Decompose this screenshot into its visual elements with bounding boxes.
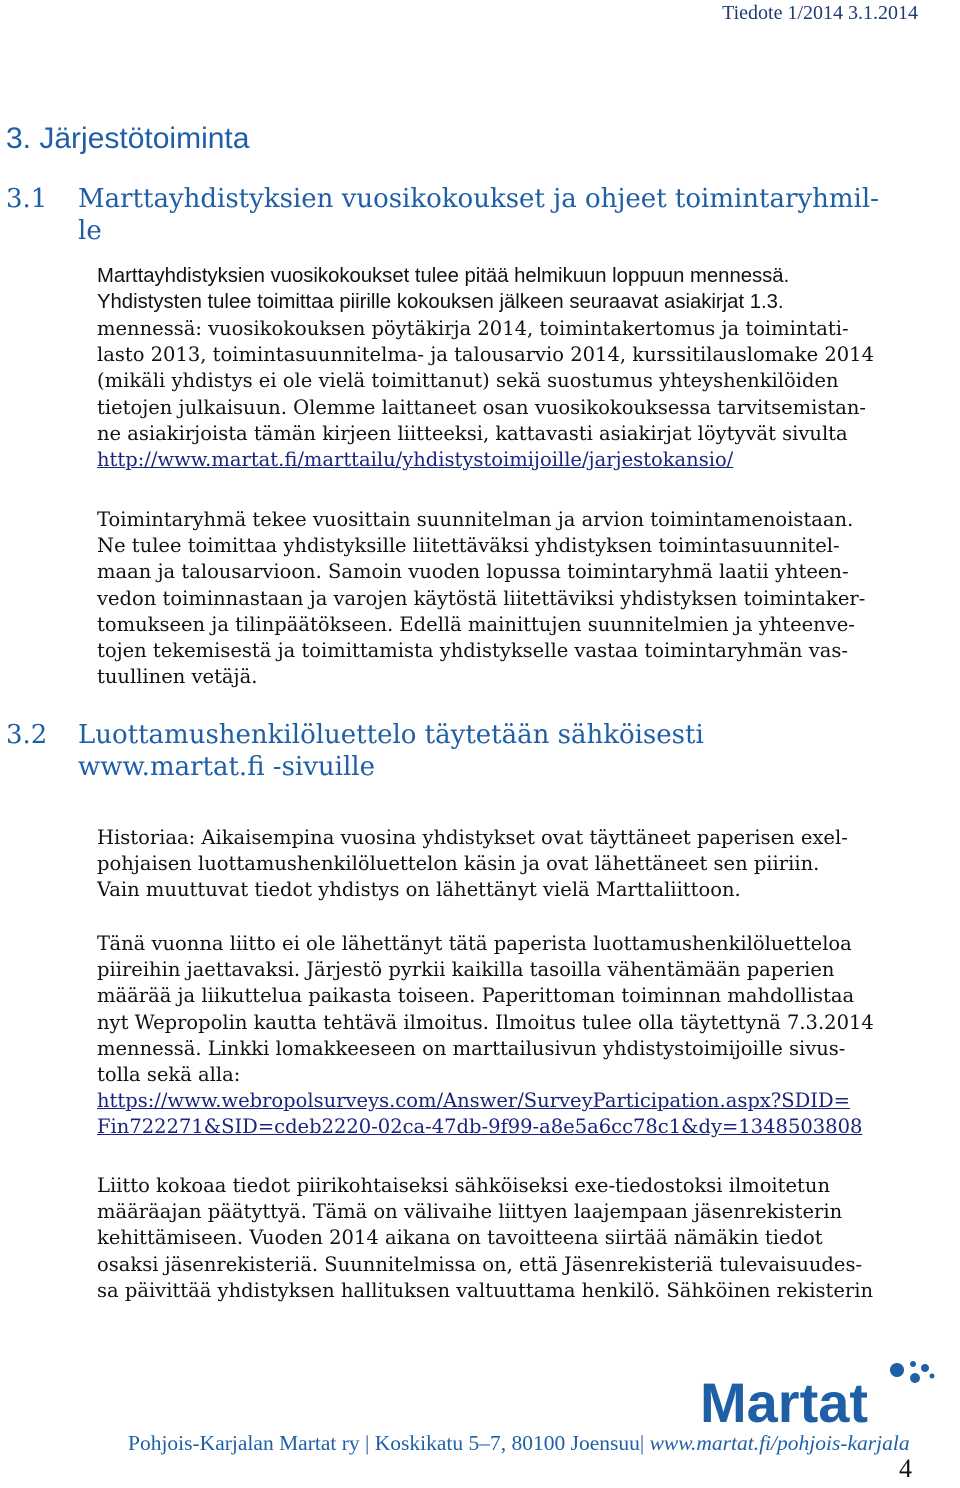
section-title: 3. Järjestötoiminta [6,122,250,155]
webropol-link-continued[interactable]: Fin722271&SID=cdeb2220-02ca-47db-9f99-a8e5a6cc78c1&dy=1348503808 [97,1115,863,1139]
text-line: sa päivittää yhdistyksen hallituksen valtuuttama henkilö. Sähköinen rekisterin [97,1278,874,1302]
text-line: lasto 2013, toimintasuunnitelma- ja talousarvio 2014, kurssitilauslomake 2014 [97,343,874,367]
text-line: mennessä: vuosikokouksen pöytäkirja 2014, toimintakertomus ja toimintati- [97,317,849,340]
text-line: tolla sekä alla: [97,1063,241,1087]
text-line: tojen tekemisestä ja toimittamista yhdistykselle vastaa toimintaryhmän vas- [97,639,848,663]
text-line: (mikäli yhdistys ei ole vielä toimittanut) sekä suostumus yhteyshenkilöiden [97,369,839,393]
text-line: Liitto kokoaa tiedot piirikohtaiseksi sähköiseksi exe-tiedostoksi ilmoitetun [97,1174,831,1197]
subsection-title-line: Luottamushenkilöluettelo täytetään sähköisesti [78,720,704,750]
text-line: mennessä. Linkki lomakkeeseen on marttailusivun yhdistystoimijoille sivus- [97,1036,846,1060]
paragraph-toimintaryhma [97,507,917,690]
subsection-number: 3.1 [6,184,48,214]
paragraph-tana-vuonna [97,931,917,1141]
text-line: määrää ja liikuttelua paikasta toiseen. Paperittoman toiminnan mahdollistaa [97,984,855,1008]
paragraph-liitto-kokoaa [97,1173,917,1304]
text-line: pohjaisen luottamushenkilöluettelon käsin ja ovat lähettäneet sen piiriin. [97,852,820,876]
text-line: tietojen julkaisuun. Olemme laittaneet osan vuosikokouksessa tarvitsemistan- [97,395,867,419]
footer-web: www.martat.fi/pohjois-karjala [649,1431,910,1455]
text-line: vedon toiminnastaan ja varojen käytöstä liitettäviksi yhdistyksen toimintaker- [97,586,866,610]
jarjestokansio-link[interactable]: http://www.martat.fi/marttailu/yhdistystoimijoille/jarjestokansio/ [97,448,734,472]
martat-logo [700,1360,950,1440]
text-line: ne asiakirjoista tämän kirjeen liitteeksi, kattavasti asiakirjat löytyvät sivulta [97,421,848,445]
text-line: piireihin jaettavaksi. Järjestö pyrkii kaikilla tasoilla vähentämään paperien [97,958,835,982]
paragraph-asiakirjat [97,316,917,473]
text-line: Ne tulee toimittaa yhdistyksille liitettäväksi yhdistyksen toimintasuunnitel- [97,534,840,558]
text-line: Vain muuttuvat tiedot yhdistys on lähettänyt vielä Marttaliittoon. [97,878,741,902]
subsection-number: 3.2 [6,720,48,750]
text-line: tuullinen vetäjä. [97,665,258,689]
page-number: 4 [899,1454,912,1483]
subsection-title-line: www.martat.fi -sivuille [78,752,376,782]
text-line: nyt Wepropolin kautta tehtävä ilmoitus. Ilmoitus tulee olla täytettynä 7.3.2014 [97,1010,874,1034]
paragraph-vuosikokoukset [97,263,917,315]
logo-wordmark: Martat [700,1371,869,1434]
subsection-title-line: Marttayhdistyksien vuosikokoukset ja ohjeet toimintaryhmil- [78,184,879,214]
document-header-label: Tiedote 1/2014 3.1.2014 [722,2,918,24]
paragraph-historiaa [97,825,917,904]
text-line: Toimintaryhmä tekee vuosittain suunnitelman ja arvion toimintamenoistaan. [97,508,854,531]
text-line: Yhdistysten tulee toimittaa piirille kokouksen jälkeen seuraavat asiakirjat 1.3. [97,291,784,314]
text-line: määräajan päätyttyä. Tämä on välivaihe liittyen laajempaan jäsenrekisterin [97,1200,843,1224]
subsection-title-3-1 [6,183,879,247]
footer-contact [128,1431,910,1456]
martat-logo-graphic [700,1360,950,1440]
text-line: Marttayhdistyksien vuosikokoukset tulee pitää helmikuun loppuun mennessä. [97,265,790,287]
text-line: Tänä vuonna liitto ei ole lähettänyt tätä paperista luottamushenkilöluetteloa [97,932,852,955]
text-line: kehittämiseen. Vuoden 2014 aikana on tavoitteena siirtää nämäkin tiedot [97,1226,823,1250]
footer-address: Pohjois-Karjalan Martat ry | Koskikatu 5–7, 80100 Joensuu| [128,1431,645,1455]
subsection-title-line: le [78,216,102,246]
text-line: tomukseen ja tilinpäätökseen. Edellä mainittujen suunnitelmien ja yhteenve- [97,612,855,636]
text-line: maan ja talousarvioon. Samoin vuoden lopussa toimintaryhmä laatii yhteen- [97,560,849,584]
text-line: Historiaa: Aikaisempina vuosina yhdistykset ovat täyttäneet paperisen exel- [97,826,848,849]
subsection-title-3-2 [6,719,704,783]
text-line: osaksi jäsenrekisteriä. Suunnitelmissa on, että Jäsenrekisteriä tulevaisuudes- [97,1252,863,1276]
webropol-link[interactable]: https://www.webropolsurveys.com/Answer/SurveyParticipation.aspx?SDID= [97,1089,850,1113]
